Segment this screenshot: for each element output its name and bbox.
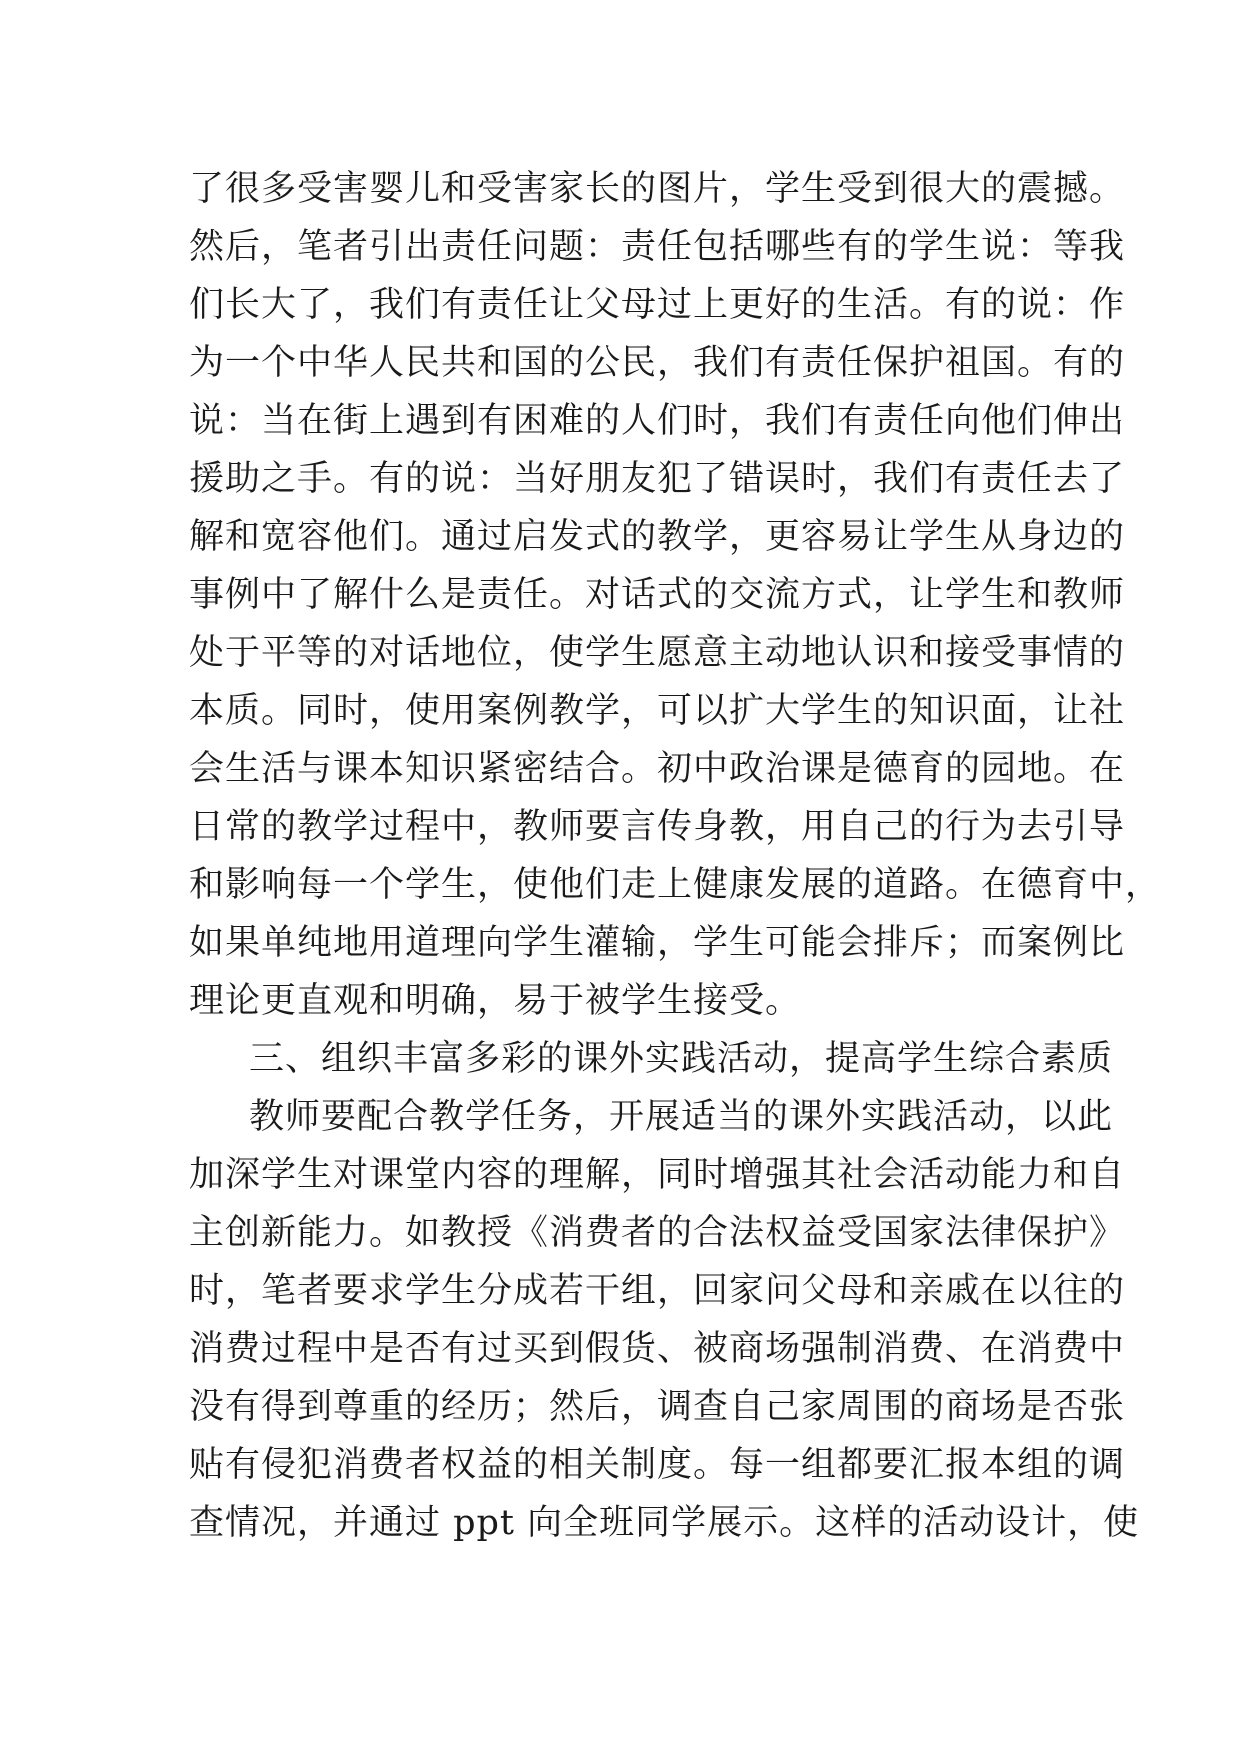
text-line: 没有得到尊重的经历；然后，调查自己家周围的商场是否张 <box>189 1387 1126 1427</box>
text-line: 说：当在街上遇到有困难的人们时，我们有责任向他们伸出 <box>189 401 1126 441</box>
text-line: 理论更直观和明确，易于被学生接受。 <box>189 981 802 1021</box>
text-line: 时，笔者要求学生分成若干组，回家问父母和亲戚在以往的 <box>189 1271 1126 1311</box>
text-line: 日常的教学过程中，教师要言传身教，用自己的行为去引导 <box>189 807 1126 847</box>
text-line: 事例中了解什么是责任。对话式的交流方式，让学生和教师 <box>189 575 1126 615</box>
text-line: 如果单纯地用道理向学生灌输，学生可能会排斥；而案例比 <box>189 923 1126 963</box>
text-line: 解和宽容他们。通过启发式的教学，更容易让学生从身边的 <box>189 517 1126 557</box>
text-line: 消费过程中是否有过买到假货、被商场强制消费、在消费中 <box>189 1329 1126 1369</box>
text-line: 们长大了，我们有责任让父母过上更好的生活。有的说：作 <box>189 285 1126 325</box>
text-line: 了很多受害婴儿和受害家长的图片，学生受到很大的震撼。 <box>189 169 1126 209</box>
text-line: 加深学生对课堂内容的理解，同时增强其社会活动能力和自 <box>189 1155 1126 1195</box>
text-line: 援助之手。有的说：当好朋友犯了错误时，我们有责任去了 <box>189 459 1126 499</box>
text-line: 教师要配合教学任务，开展适当的课外实践活动，以此 <box>249 1097 1114 1137</box>
body-text <box>189 160 1162 1552</box>
text-line: 主创新能力。如教授《消费者的合法权益受国家法律保护》 <box>189 1213 1126 1253</box>
text-line: 为一个中华人民共和国的公民，我们有责任保护祖国。有的 <box>189 343 1126 383</box>
section-heading: 三、组织丰富多彩的课外实践活动，提高学生综合素质 <box>249 1039 1114 1079</box>
text-line: 然后，笔者引出责任问题：责任包括哪些有的学生说：等我 <box>189 227 1126 267</box>
text-line: 和影响每一个学生，使他们走上健康发展的道路。在德育中， <box>189 865 1162 905</box>
text-line: 贴有侵犯消费者权益的相关制度。每一组都要汇报本组的调 <box>189 1445 1126 1485</box>
text-line: 本质。同时，使用案例教学，可以扩大学生的知识面，让社 <box>189 691 1126 731</box>
text-line: 会生活与课本知识紧密结合。初中政治课是德育的园地。在 <box>189 749 1126 789</box>
text-line: 查情况，并通过 ppt 向全班同学展示。这样的活动设计，使 <box>189 1503 1140 1543</box>
text-line: 处于平等的对话地位，使学生愿意主动地认识和接受事情的 <box>189 633 1126 673</box>
